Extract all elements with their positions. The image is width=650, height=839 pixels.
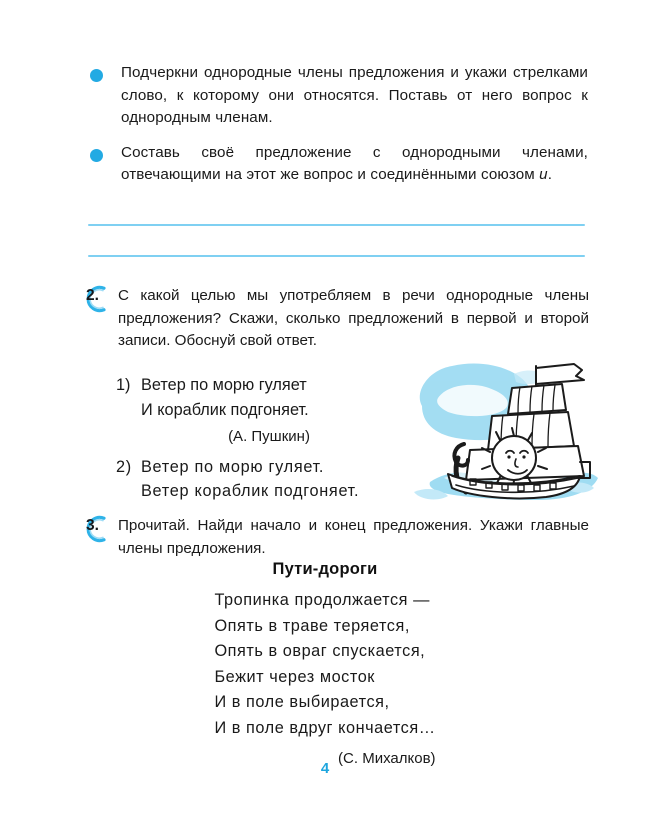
exercise-number-2: 2. bbox=[86, 287, 99, 304]
exercise-2 bbox=[77, 285, 589, 353]
poem-lines bbox=[214, 588, 435, 771]
writing-rule-line-2[interactable] bbox=[88, 255, 585, 257]
poem-line: И в поле выбирается, bbox=[214, 693, 390, 712]
verse-marker-1: 1) bbox=[116, 376, 131, 394]
verse-1-line-1 bbox=[116, 373, 406, 398]
verse-1-attribution: (А. Пушкин) bbox=[228, 428, 310, 445]
exercise-prompt-2: С какой целью мы употребляем в речи однородные члены предложения? Скажи, сколько предложений в первой и второй записи. Обоснуй свой ответ. bbox=[118, 287, 589, 349]
bullet-text-2 bbox=[121, 142, 588, 187]
exercise-prompt-3: Прочитай. Найди начало и конец предложения. Укажи главные члены предложения. bbox=[118, 517, 589, 557]
exercise-number-badge-3 bbox=[77, 515, 111, 543]
verse-2-line-1 bbox=[116, 455, 406, 480]
verse-1-text-2: И кораблик подгоняет. bbox=[141, 400, 309, 419]
poem-block bbox=[0, 560, 650, 771]
verse-1-line-2 bbox=[116, 398, 406, 423]
page-number: 4 bbox=[320, 760, 330, 777]
poem-line: Бежит через мосток bbox=[214, 667, 375, 686]
bullet-dot-icon bbox=[90, 149, 103, 162]
list-item bbox=[88, 142, 588, 187]
verse-2-text-2: Ветер кораблик подгоняет. bbox=[141, 482, 360, 500]
bullet-text-1: Подчеркни однородные члены предложения и укажи стрелками слово, к которому они относятся. Поставь от него вопрос к однородным членам. bbox=[121, 64, 588, 126]
exercise-number-badge-2 bbox=[77, 285, 111, 313]
list-item bbox=[88, 62, 588, 130]
bullet-text-2-before: Составь своё предложение с однородными членами, отвечающими на этот же вопрос и соединёнными союзом bbox=[121, 143, 588, 183]
exercise-3 bbox=[77, 515, 589, 560]
bullet-text-2-after: . bbox=[547, 166, 553, 183]
verse-2-line-2 bbox=[116, 479, 406, 504]
bullet-instruction-list bbox=[88, 62, 588, 199]
writing-rule-line-1[interactable] bbox=[88, 224, 585, 226]
verse-1-text-1: Ветер по морю гуляет bbox=[141, 376, 307, 394]
ship-illustration bbox=[408, 358, 604, 513]
verse-group bbox=[116, 373, 406, 504]
poem-title: Пути-дороги bbox=[272, 560, 378, 578]
poem-line: Опять в траве теряется, bbox=[214, 616, 410, 635]
conjunction-italic: и bbox=[539, 166, 548, 183]
poem-line: И в поле вдруг кончается… bbox=[214, 718, 436, 737]
verse-marker-2: 2) bbox=[116, 457, 132, 476]
verse-2-text-1: Ветер по морю гуляет. bbox=[141, 457, 325, 476]
poem-line: Тропинка продолжается — bbox=[214, 591, 430, 609]
poem-line: Опять в овраг спускается, bbox=[214, 642, 426, 661]
sailing-ship-icon bbox=[408, 358, 604, 513]
poem-attribution: (С. Михалков) bbox=[338, 749, 436, 767]
exercise-number-3: 3. bbox=[86, 517, 99, 534]
bullet-dot-icon bbox=[90, 69, 103, 82]
